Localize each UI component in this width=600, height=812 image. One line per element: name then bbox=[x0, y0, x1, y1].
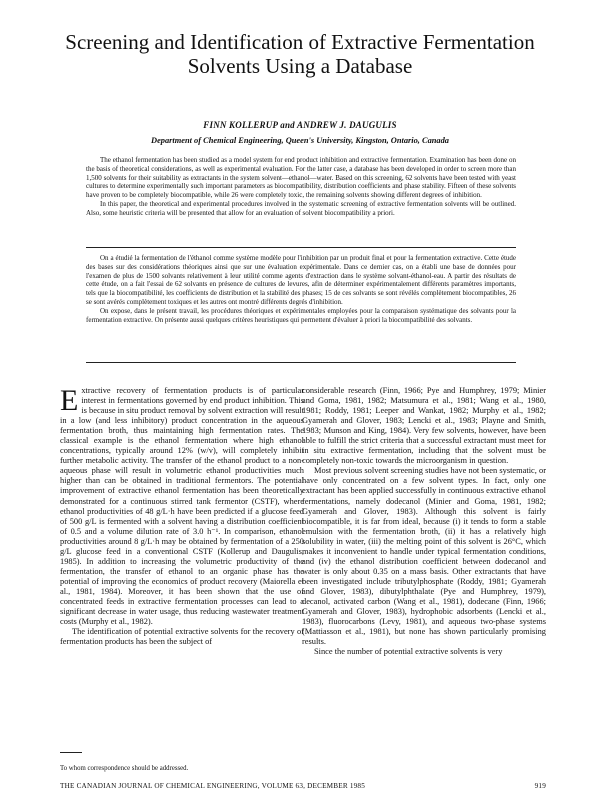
abstract-divider-bottom bbox=[86, 362, 516, 363]
correspondence-footnote: To whom correspondence should be addressed. bbox=[60, 765, 189, 772]
abstract-english bbox=[86, 156, 516, 218]
intro-paragraph-text: xtractive recovery of fermentation products is of particular interest in fermentations governed by end product inhibition. This is because in situ product removal by solvent extraction will result in a low (and less inhibitory) product concentration in the aqueous fermentation broth, thus maintaining high fermentation rates. The classical example is the ethanol fermentation where high ethanol concentrations, typically around 12% (w/v), will completely inhibit further metabolic activity. The transfer of the ethanol product to a non-aqueous phase will result in volumetric ethanol productivities much higher than can be obtained in traditional fermentors. The potential improvement of extractive ethanol fermentation has been theoretically demonstrated for a continuous stirred tank fermentor (CSTF), where ethanol productivities of 48 g/L·h have been predicted if a glucose feed of 500 g/L is fermented with a solvent having a distribution coefficient of 0.5 and a volume dilution rate of 3.0 h⁻¹. In comparison, ethanol productivities around 8 g/L·h may be obtained by fermentation of a 250 g/L glucose feed in a conventional CSTF (Kollerup and Daugulis, 1985). In addition to increasing the volumetric productivity of the fermentation, the transfer of ethanol to an organic phase has the potential of improving the economics of product recovery (Maiorella et al., 1981, 1984). Moreover, it has been shown that the use of concentrated feeds in extractive fermentation processes can lead to a significant decrease in water usage, thus reducing wastewater treatment costs (Murphy et al., 1982). bbox=[60, 386, 304, 627]
intro-paragraph bbox=[60, 386, 304, 627]
abstract-divider-top bbox=[86, 247, 516, 248]
affiliation: Department of Chemical Engineering, Queen's University, Kingston, Ontario, Canada bbox=[151, 136, 449, 145]
body-left-paragraph-2: The identification of potential extractive solvents for the recovery of fermentation products has been the subject of bbox=[60, 627, 304, 647]
title-line-1: Screening and Identification of Extractive Fermentation bbox=[65, 30, 535, 54]
paper-title bbox=[30, 30, 570, 78]
footnote-rule bbox=[60, 752, 82, 753]
page-number: 919 bbox=[534, 782, 546, 790]
body-column-right bbox=[302, 386, 546, 657]
body-column-left bbox=[60, 386, 304, 647]
author-list: FINN KOLLERUP and ANDREW J. DAUGULIS bbox=[203, 120, 397, 130]
body-right-paragraph-1: considerable research (Finn, 1966; Pye and Humphrey, 1979; Minier and Goma, 1981, 1982; Matsumura et al., 1981; Wang et al., 1980, 1981; Roddy, 1981; Leeper and Wankat, 1982; Murphy et al., 1982; Gyamerah and Glover, 1983; Lencki et al., 1983; Playne and Smith, 1983; Munson and King, 1984). Very few solvents, however, have been able to fulfill the strict criteria that a successful extractant must meet for in situ extractive fermentation, including that the solvent must be completely non-toxic towards the microorganism in question. bbox=[302, 386, 546, 466]
title-line-2: Solvents Using a Database bbox=[187, 54, 413, 78]
abstract-fr-paragraph-2: On expose, dans le présent travail, les procédures théoriques et expérimentales employées pour la comparaison systématique des solvants pour la fermentation extractive. On présente aussi quelques critères heuristiques qui permettent d'évaluer à priori la biocompatibilité des solvants. bbox=[86, 306, 516, 324]
abstract-fr-paragraph-1: On a étudié la fermentation de l'éthanol comme système modèle pour l'inhibition par un produit final et pour la fermentation extractive. Cette étude des bases sur des considérations théoriques ainsi que sur une évaluation expérimentale. Dans ce dernier cas, on a établi une base de données pour l'examen de plus de 1500 solvants relativement à leur utilité comme agents d'extraction dans le système solvant-éthanol-eau. A partir des résultats de cette étude, on a fait l'essai de 62 solvants en présence de cultures de levures, afin de déterminer expérimentalement différents paramètres importants, tels que la biocompatibilité, les coefficients de distribution et la stabilité des phases; 15 de ces solvants se sont révélés complètement biocompatibles, 26 se sont avérés complètement toxiques et les autres ont montré différents degrés d'inhibition. bbox=[86, 254, 516, 306]
abstract-french bbox=[86, 254, 516, 324]
body-right-paragraph-3: Since the number of potential extractive solvents is very bbox=[314, 647, 503, 657]
journal-citation: THE CANADIAN JOURNAL OF CHEMICAL ENGINEERING, VOLUME 63, DECEMBER 1985 bbox=[60, 782, 366, 790]
abstract-en-paragraph-2: In this paper, the theoretical and experimental procedures involved in the systematic screening of extractive fermentation solvents will be outlined. Also, some heuristic criteria will be presented that allow for an evaluation of solvent biocompatibility a priori. bbox=[86, 199, 516, 217]
drop-cap: E bbox=[60, 384, 79, 417]
body-right-paragraph-2: Most previous solvent screening studies have not been systematic, or have only concentrated on a few solvent types. In fact, only one extractant has been applied successfully in continuous extractive ethanol fermentations, namely dodecanol (Minier and Goma, 1981, 1982; Gyamerah and Glover, 1983). Although this solvent is fairly biocompatible, it is far from ideal, because (i) it tends to form a stable emulsion with the fermentation broth, (ii) it has a relatively high solubility in water, (iii) the melting point of this solvent is 26°C, which makes it inconvenient to handle under typical fermentation conditions, and (iv) the ethanol distribution coefficient between dodecanol and water is only about 0.35 on a mass basis. Other extractants that have been investigated include tributylphosphate (Roddy, 1981; Gyamerah and Glover, 1983), dibutylphthalate (Pye and Humphrey, 1979), decanol, activated carbon (Wang et al., 1981), dodecane (Finn, 1966; Gyamerah and Glover, 1983), hydrophobic adsorbents (Lencki et al., 1983), fluorocarbons (Levy, 1981), and aqueous two-phase systems (Mattiasson et al., 1981), but none has shown particularly promising results. bbox=[302, 466, 546, 647]
abstract-en-paragraph-1: The ethanol fermentation has been studied as a model system for end product inhibition and extractive fermentation. Examination has been done on the basis of theoretical considerations, as well as experimental evaluation. For the latter case, a database has been developed in order to screen more than 1,500 solvents for their suitability as extractants in the system solvent—ethanol—water. Based on this screening, 62 solvents have been tested with yeast cultures to determine experimentally such important parameters as biocompatibility, distribution coefficients and phase stability. Fifteen of these solvents have proven to be completely biocompatible, while 26 were completely toxic, the remaining solvents showing different degrees of inhibition. bbox=[86, 156, 516, 200]
